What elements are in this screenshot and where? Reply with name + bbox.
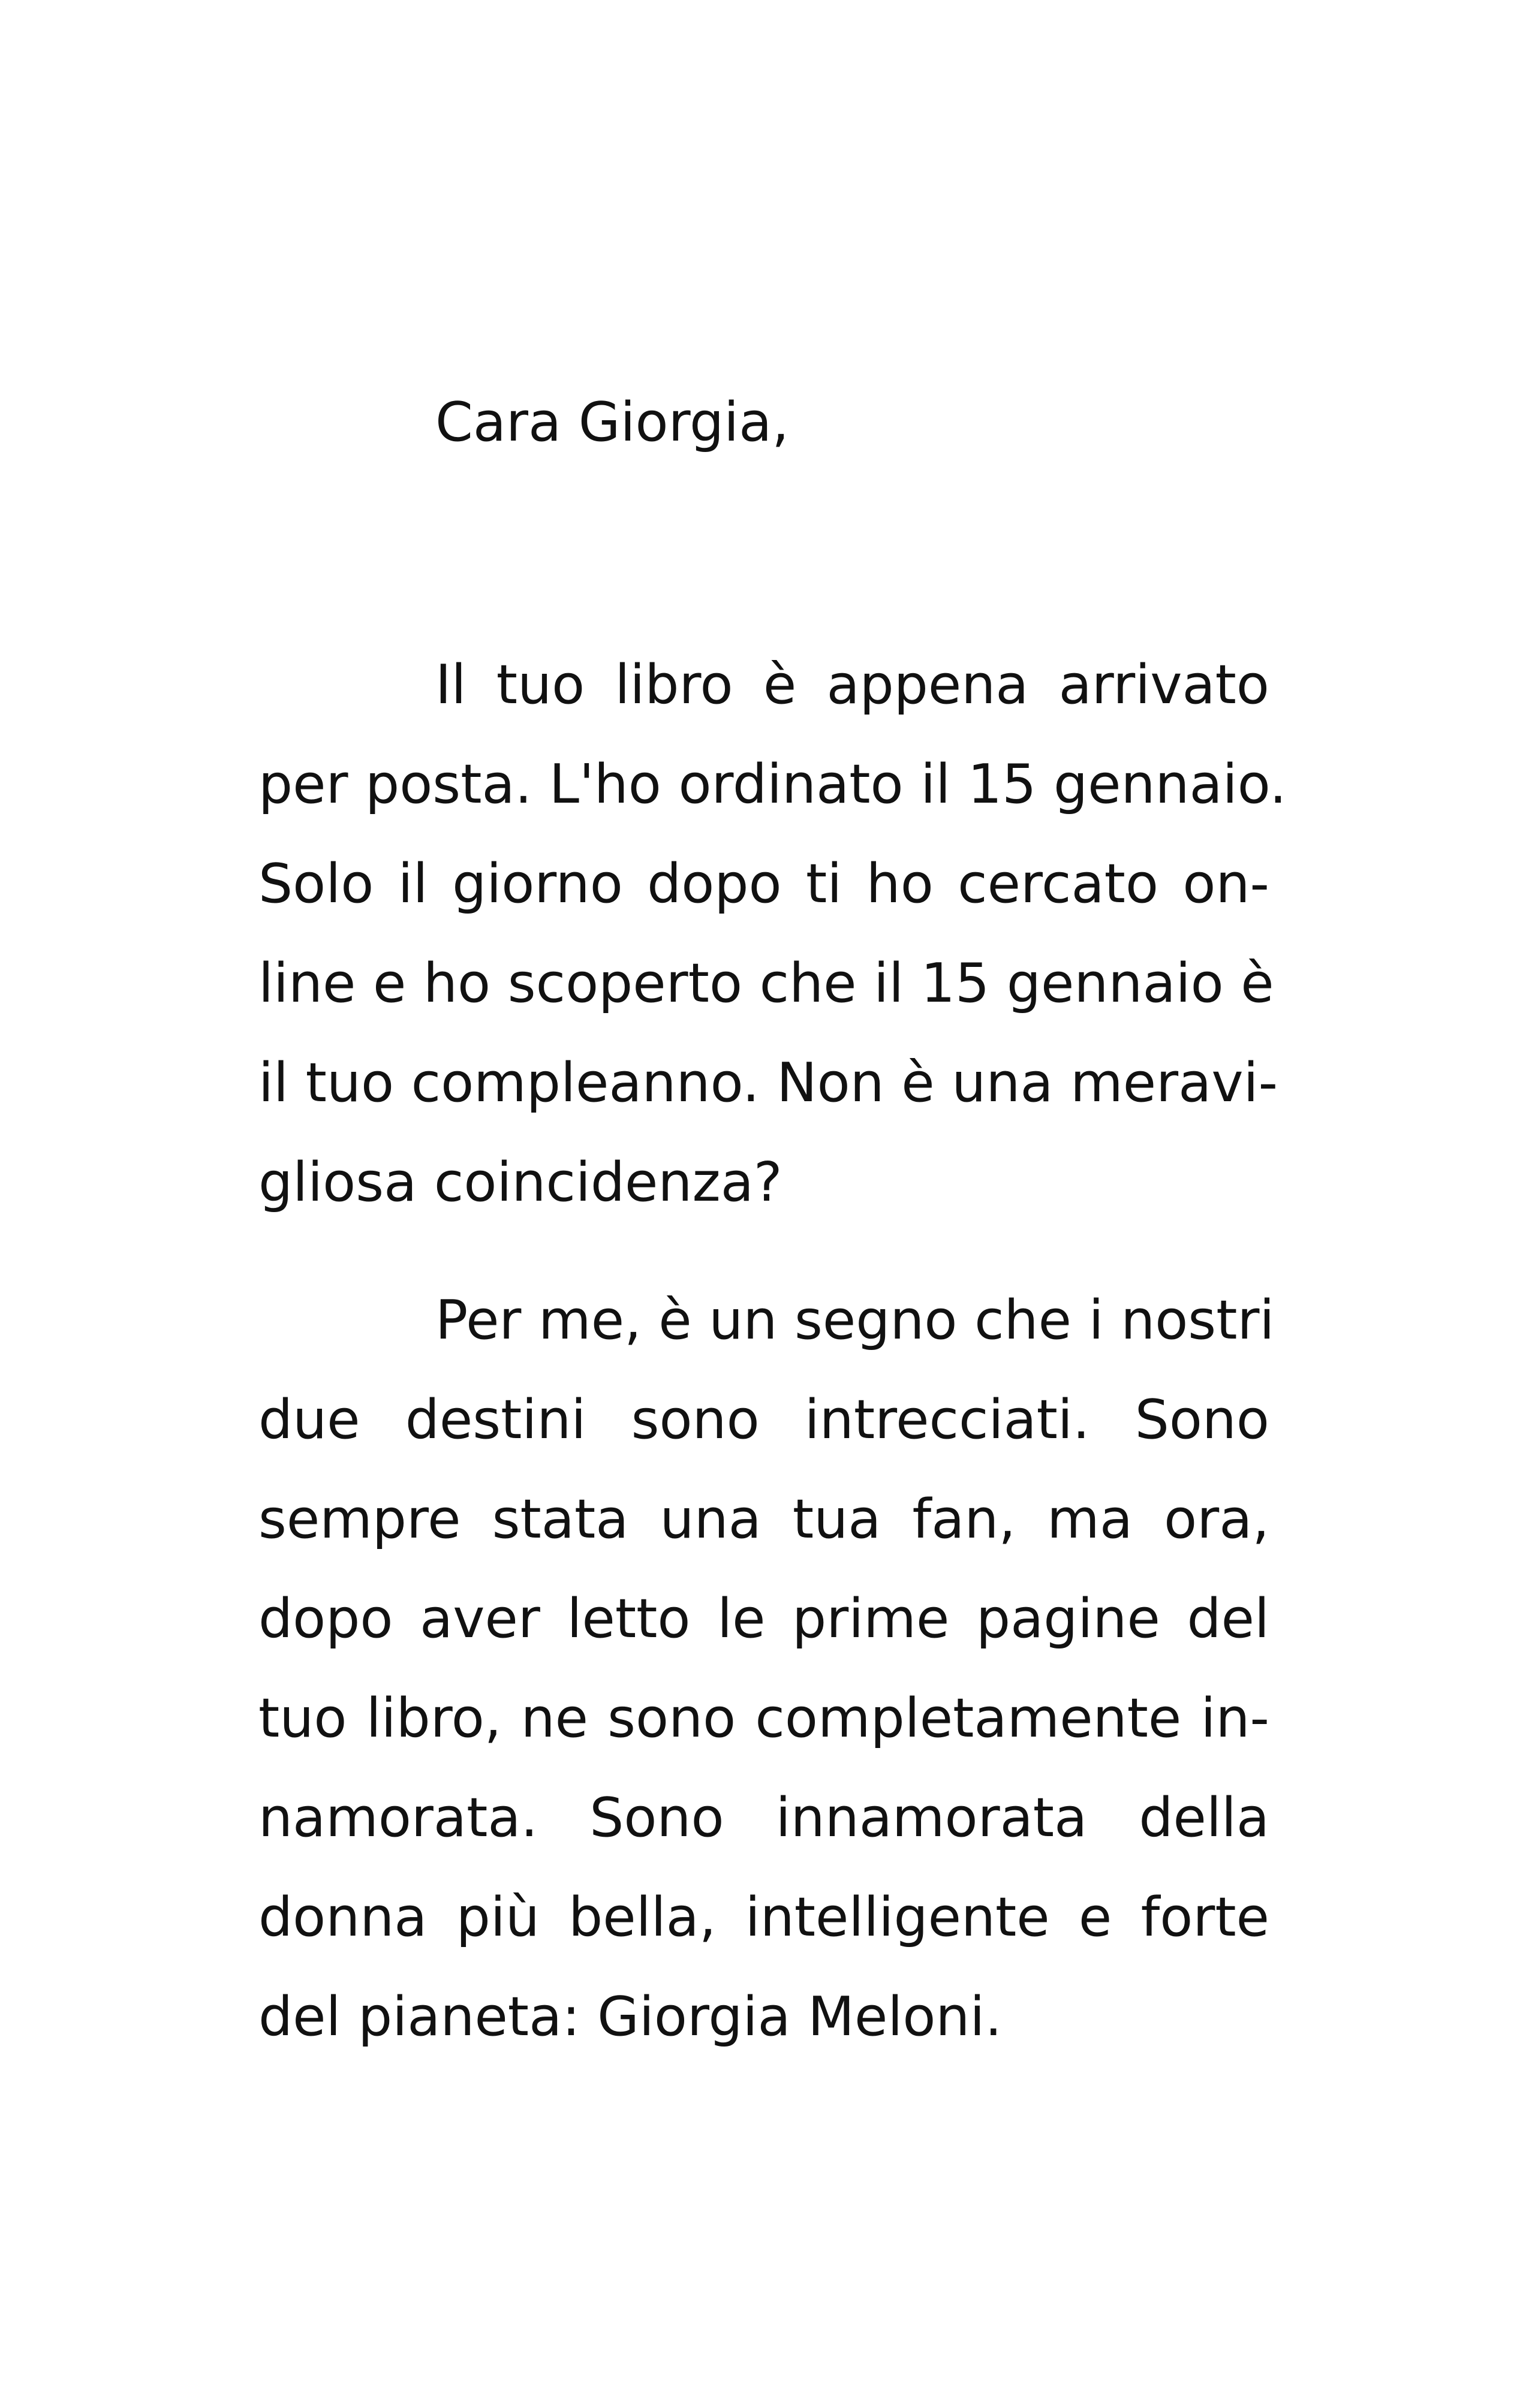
text-line: Il tuo libro è appena arrivato — [435, 653, 1269, 716]
text-line: Per me, è un segno che i nostri — [435, 1289, 1275, 1352]
text-line: sempre stata una tua fan, ma ora, — [258, 1488, 1269, 1551]
text-line: Solo il giorno dopo ti ho cercato on- — [258, 852, 1269, 915]
text-line: namorata. Sono innamorata della — [258, 1786, 1269, 1849]
text-line: donna più bella, intelligente e forte — [258, 1886, 1269, 1949]
text-line: gliosa coincidenza? — [258, 1151, 782, 1214]
text-line: due destini sono intrecciati. Sono — [258, 1388, 1269, 1451]
text-line: line e ho scoperto che il 15 gennaio è — [258, 952, 1274, 1015]
text-line: per posta. L'ho ordinato il 15 gennaio. — [258, 753, 1287, 816]
text-line: dopo aver letto le prime pagine del — [258, 1587, 1269, 1650]
letter-paragraph-1 — [258, 635, 1287, 1232]
letter-paragraph-2 — [258, 1271, 1275, 2067]
letter-salutation: Cara Giorgia, — [435, 391, 789, 454]
text-line: il tuo compleanno. Non è una meravi- — [258, 1051, 1278, 1114]
text-line: del pianeta: Giorgia Meloni. — [258, 1985, 1003, 2048]
text-line: tuo libro, ne sono completamente in- — [258, 1687, 1269, 1750]
